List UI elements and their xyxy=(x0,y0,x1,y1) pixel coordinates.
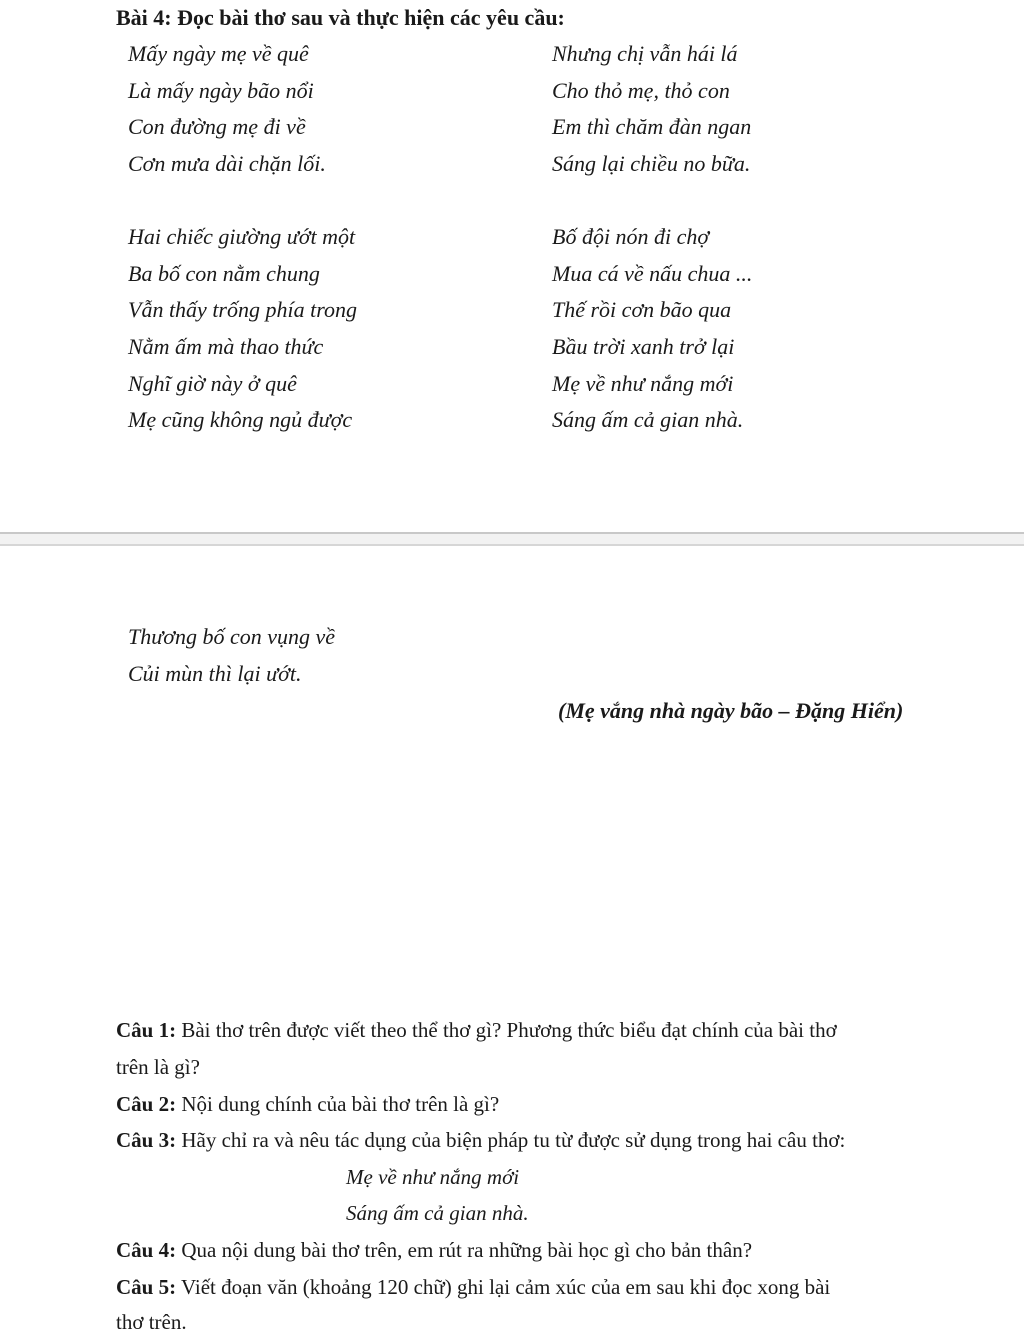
poem-line: Mẹ cũng không ngủ được xyxy=(128,407,353,432)
poem-line: Mua cá về nấu chua ... xyxy=(552,261,753,286)
document-page-top xyxy=(0,0,1024,532)
poem-line: Em thì chăm đàn ngan xyxy=(552,114,752,139)
question-2 xyxy=(116,1090,499,1118)
question-1 xyxy=(116,1016,837,1044)
quoted-verse: Mẹ về như nắng mới xyxy=(346,1165,520,1189)
question-label: Câu 4: xyxy=(116,1238,177,1262)
question-label: Câu 2: xyxy=(116,1092,177,1116)
question-3 xyxy=(116,1126,845,1154)
poem-line: Nghĩ giờ này ở quê xyxy=(128,371,297,396)
quoted-verse: Sáng ấm cả gian nhà. xyxy=(346,1201,529,1225)
question-1-continued: trên là gì? xyxy=(116,1055,200,1079)
question-label: Câu 1: xyxy=(116,1018,177,1042)
question-text: Hãy chỉ ra và nêu tác dụng của biện pháp tu từ được sử dụng trong hai câu thơ: xyxy=(176,1128,846,1152)
poem-line: Thương bố con vụng về xyxy=(128,624,336,649)
poem-line: Vẫn thấy trống phía trong xyxy=(128,297,357,322)
question-label: Câu 3: xyxy=(116,1128,177,1152)
poem-line: Mấy ngày mẹ về quê xyxy=(128,41,309,66)
poem-line: Nhưng chị vẫn hái lá xyxy=(552,41,738,66)
poem-line: Hai chiếc giường ướt một xyxy=(128,224,356,249)
poem-line: Là mấy ngày bão nổi xyxy=(128,78,314,103)
poem-line: Thế rồi cơn bão qua xyxy=(552,297,732,322)
question-label: Câu 5: xyxy=(116,1275,177,1299)
question-text: Bài thơ trên được viết theo thể thơ gì? Phương thức biểu đạt chính của bài thơ xyxy=(176,1018,837,1042)
poem-line: Mẹ về như nắng mới xyxy=(552,371,734,396)
question-text: Nội dung chính của bài thơ trên là gì? xyxy=(176,1092,500,1116)
poem-line: Cho thỏ mẹ, thỏ con xyxy=(552,78,730,103)
poem-line: Sáng ấm cả gian nhà. xyxy=(552,407,744,432)
poem-line: Bố đội nón đi chợ xyxy=(552,224,710,249)
question-4 xyxy=(116,1236,752,1264)
question-5-continued: thơ trên. xyxy=(116,1310,187,1334)
poem-source: (Mẹ vắng nhà ngày bão – Đặng Hiển) xyxy=(558,698,904,723)
question-text: Viết đoạn văn (khoảng 120 chữ) ghi lại cảm xúc của em sau khi đọc xong bài xyxy=(176,1275,831,1299)
poem-line: Củi mùn thì lại ướt. xyxy=(128,661,302,686)
poem-line: Nằm ấm mà thao thức xyxy=(128,334,324,359)
question-text: Qua nội dung bài thơ trên, em rút ra những bài học gì cho bản thân? xyxy=(176,1238,753,1262)
question-5 xyxy=(116,1273,830,1301)
poem-line: Con đường mẹ đi về xyxy=(128,114,306,139)
page-break xyxy=(0,532,1024,546)
exercise-title: Bài 4: Đọc bài thơ sau và thực hiện các yêu cầu: xyxy=(116,5,565,30)
poem-line: Bầu trời xanh trở lại xyxy=(552,334,735,359)
poem-line: Ba bố con nằm chung xyxy=(128,261,320,286)
poem-line: Sáng lại chiều no bữa. xyxy=(552,151,751,176)
poem-line: Cơn mưa dài chặn lối. xyxy=(128,151,326,176)
